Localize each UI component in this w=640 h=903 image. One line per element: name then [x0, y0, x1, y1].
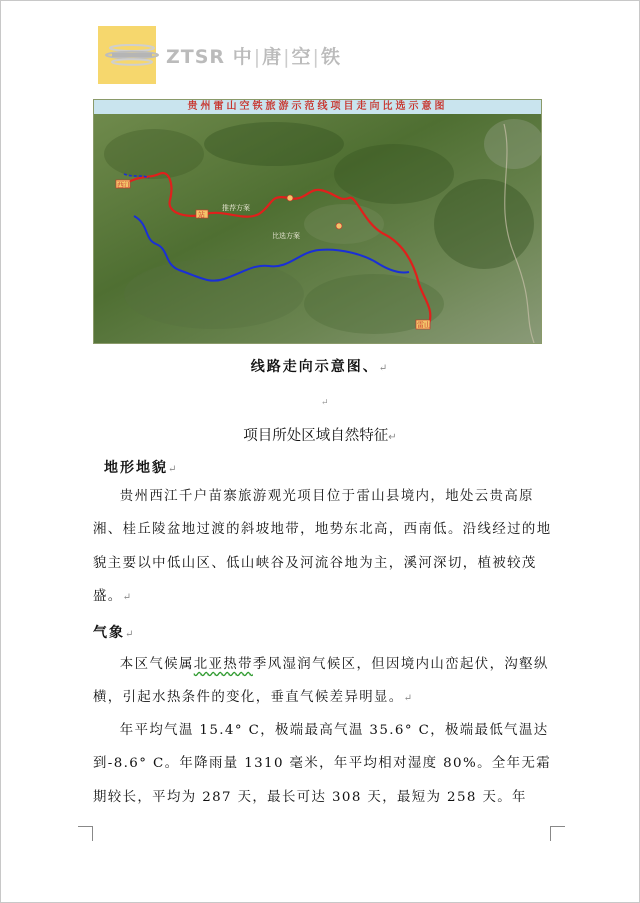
svg-text:西江: 西江: [117, 181, 131, 189]
red-route-label: 推荐方案: [222, 204, 250, 212]
svg-text:雷山: 雷山: [417, 321, 431, 329]
company-logo-text: ZTSR 中|唐|空|铁: [166, 46, 341, 68]
logo-rail-icon: [104, 40, 160, 70]
station-east-marker: [416, 320, 431, 329]
terrain-paragraph: 贵州西江千户苗寨旅游观光项目位于雷山县境内，地处云贵高原湘、桂丘陵盆地过渡的斜坡地带，地势东北高，西南低。沿线经过的地貌主要以中低山区、低山峡谷及河流谷地为主，溪河深切，植被较茂盛。↵: [93, 489, 552, 604]
svg-text:站: 站: [198, 211, 205, 219]
figure-caption: 线路走向示意图、↵: [250, 359, 390, 375]
crop-mark-bottom-left: [78, 826, 93, 841]
section-title: 项目所处区域自然特征↵: [243, 428, 397, 444]
station-marker: [336, 223, 342, 229]
crop-mark-bottom-right: [550, 826, 565, 841]
station-marker: [287, 195, 293, 201]
station-west-marker: [116, 180, 131, 189]
climate-paragraph-2: 年平均气温 15.4° C，极端最高气温 35.6° C，极端最低气温达到-8.6° C。年降雨量 1310 毫米，年平均相对湿度 80%。全年无霜期较长，平均为 287 天，最长可达 308 天，最短为 258 天。年: [93, 723, 552, 805]
blue-route-label: 比选方案: [272, 232, 300, 240]
map-title-banner: 贵州雷山空铁旅游示范线项目走向比选示意图: [94, 100, 541, 114]
climate-heading: 气象↵: [93, 625, 136, 641]
station-mid-marker: [196, 210, 208, 219]
route-map-image: [94, 114, 541, 343]
spellcheck-underline: 北亚热带: [193, 657, 253, 672]
terrain-heading: 地形地貌↵: [104, 460, 179, 476]
empty-paragraph-mark: ↵: [321, 398, 329, 408]
route-map-figure: [93, 99, 542, 344]
climate-paragraph-1: 本区气候属北亚热带季风湿润气候区，但因境内山峦起伏，沟壑纵横，引起水热条件的变化，垂直气候差异明显。↵: [93, 657, 549, 706]
